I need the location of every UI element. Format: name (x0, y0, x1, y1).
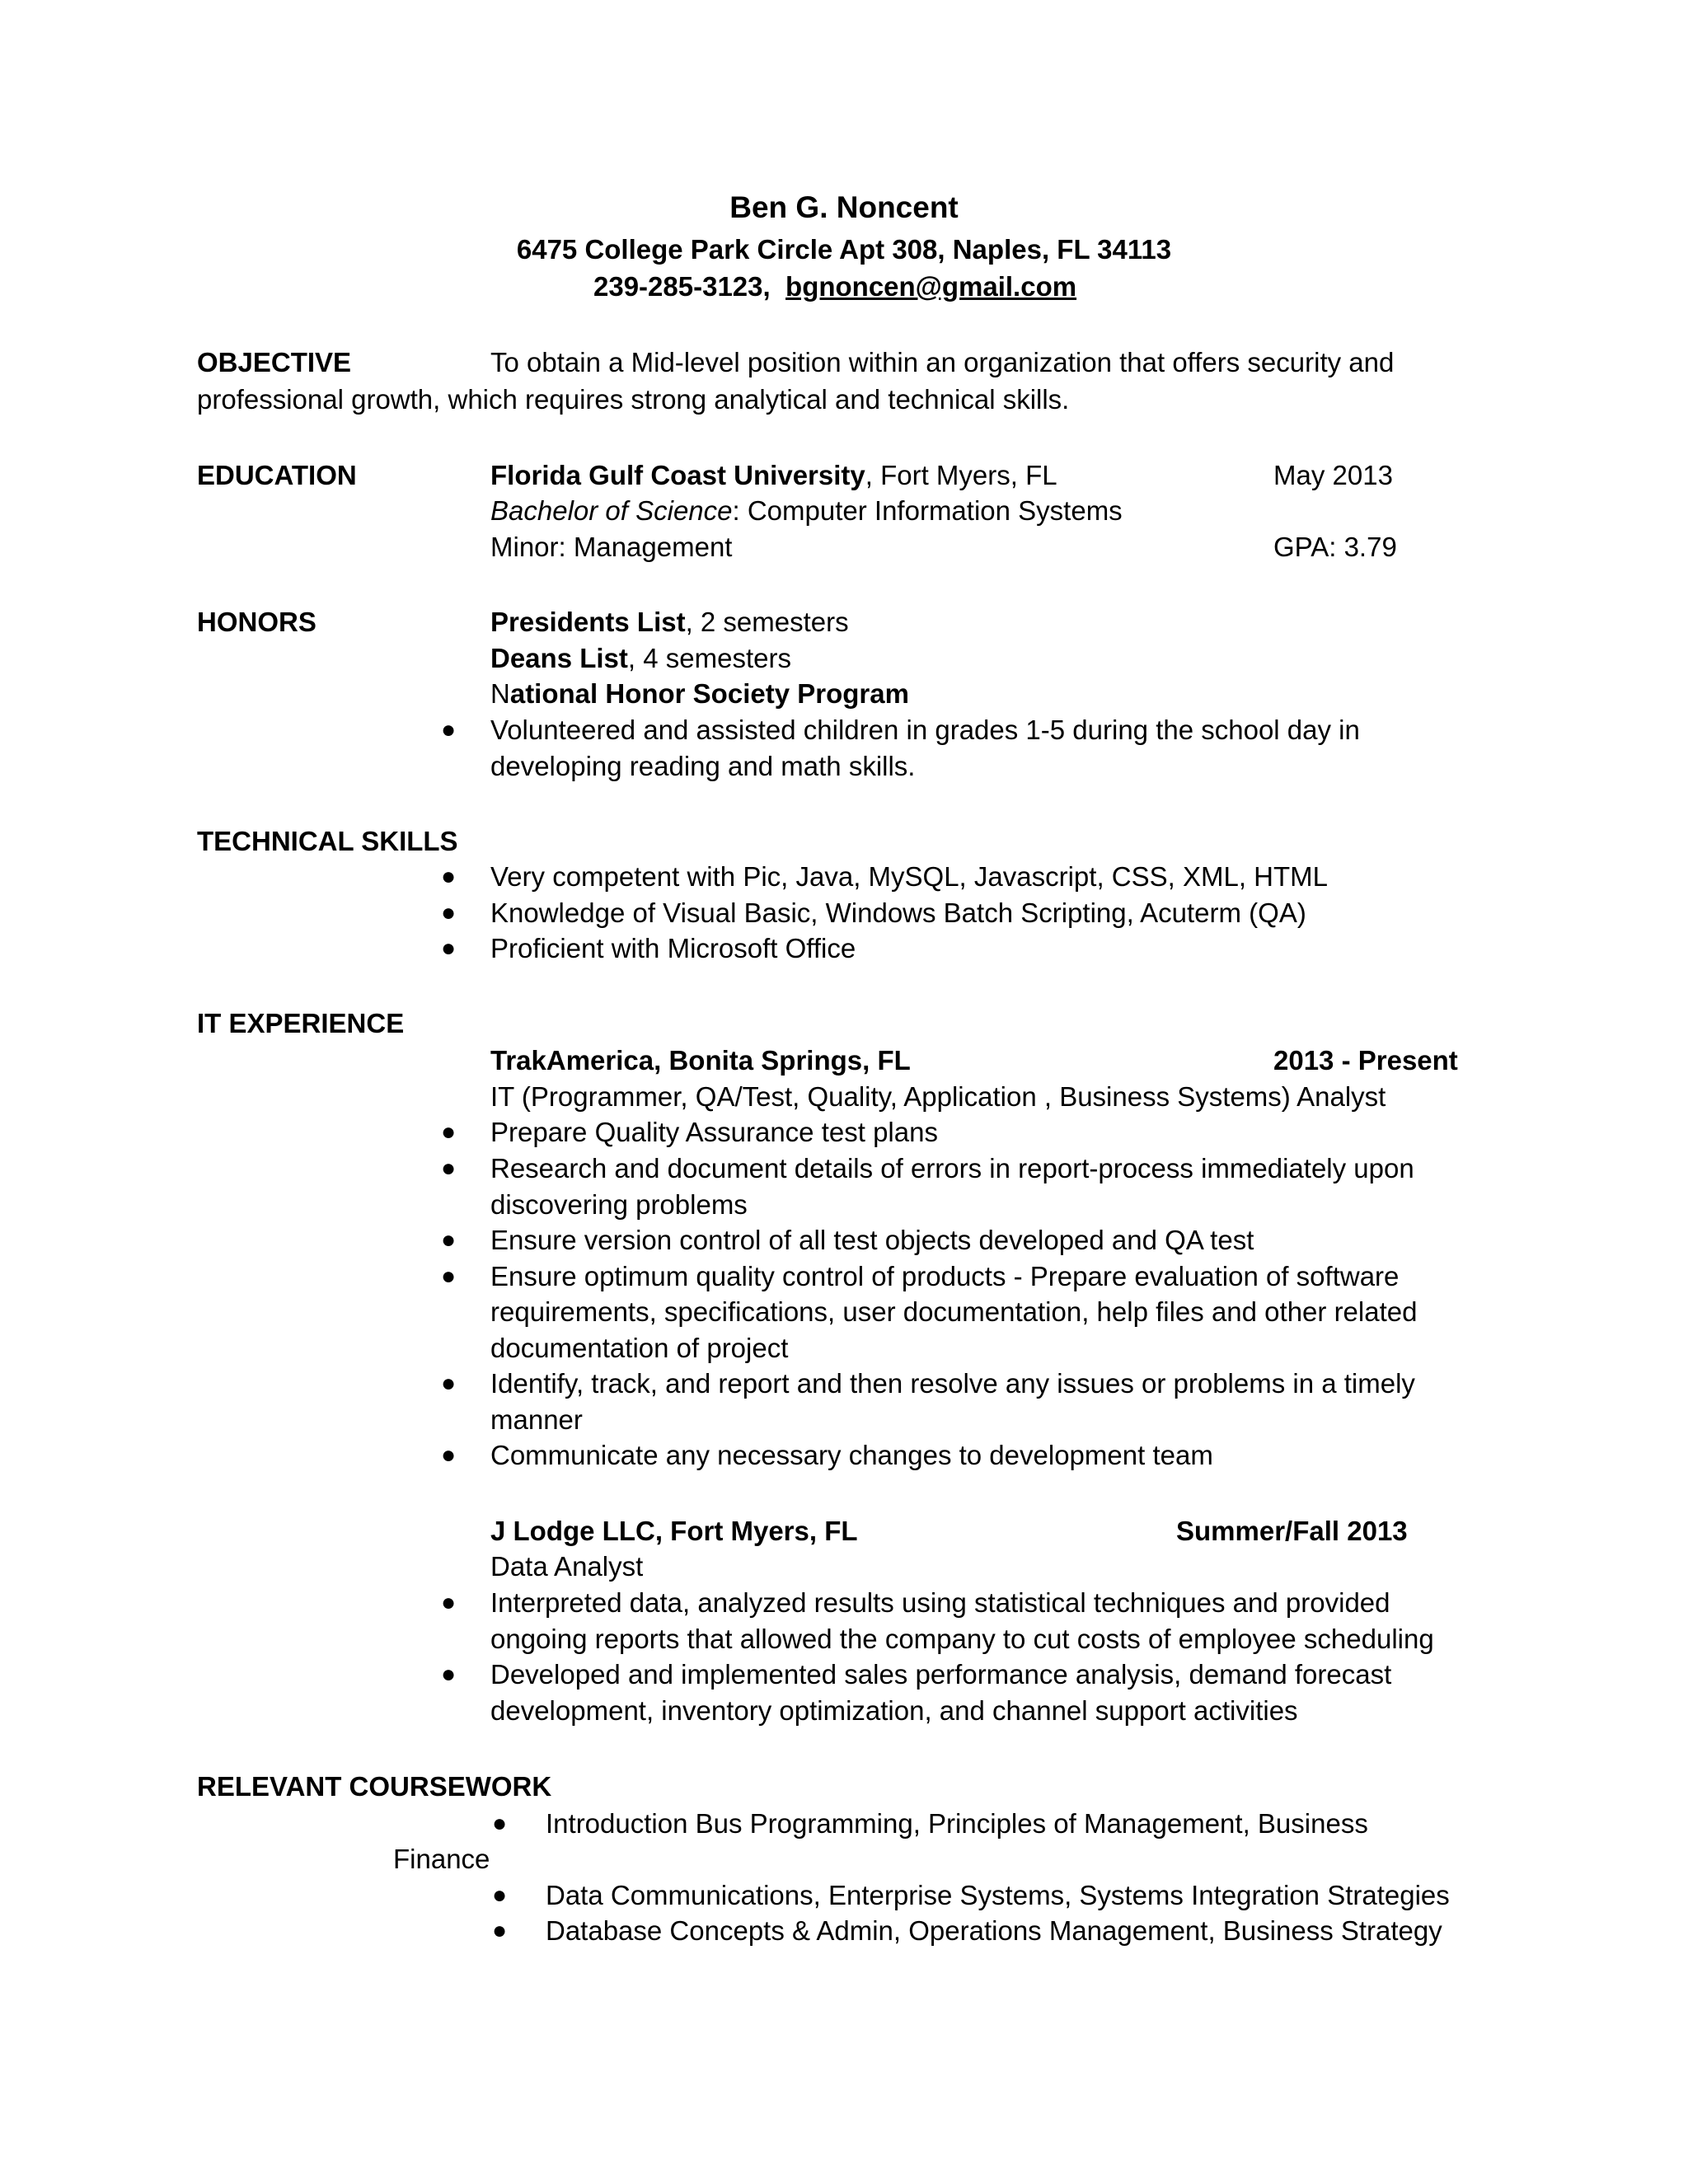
bullet-icon: ● (441, 1661, 457, 1688)
honor-bullet-line-2: developing reading and math skills. (490, 751, 916, 781)
job1-bullet-1: Prepare Quality Assurance test plans (490, 1117, 938, 1147)
job1-bullet-3: Ensure version control of all test objects developed and QA test (490, 1225, 1254, 1255)
email-link[interactable]: bgnoncen@gmail.com (785, 271, 1077, 302)
job2-bullet-2-line-2: development, inventory optimization, and channel support activities (490, 1695, 1298, 1726)
education-heading: EDUCATION (197, 460, 357, 490)
objective-text-2: professional growth, which requires strong analytical and technical skills. (197, 384, 1070, 415)
job2-bullet-2-line-1: Developed and implemented sales performance analysis, demand forecast (490, 1659, 1392, 1690)
education-date: May 2013 (1273, 460, 1393, 490)
honor-presidents-title: Presidents List (490, 607, 686, 637)
degree-line (490, 493, 1123, 529)
honor-deans (490, 640, 791, 677)
objective-heading: OBJECTIVE (197, 347, 352, 377)
course-line-1: Introduction Bus Programming, Principles of Management, Business (546, 1808, 1368, 1839)
bullet-icon: ● (441, 1370, 457, 1397)
job2-bullet-1-line-2: ongoing reports that allowed the company to cut costs of employee scheduling (490, 1624, 1434, 1654)
honor-bullet-line-1: Volunteered and assisted children in grades 1-5 during the school day in (490, 715, 1360, 745)
honor-deans-title: Deans List (490, 643, 628, 673)
bullet-icon: ● (492, 1917, 508, 1944)
school-name: Florida Gulf Coast University (490, 460, 865, 490)
school-location: , Fort Myers, FL (865, 460, 1057, 490)
bullet-icon: ● (441, 1441, 457, 1469)
course-line-1-cont: Finance (393, 1844, 490, 1874)
job1-bullet-4-line-3: documentation of project (490, 1333, 789, 1363)
bullet-icon: ● (441, 863, 457, 890)
job1-title: IT (Programmer, QA/Test, Quality, Application , Business Systems) Analyst (490, 1081, 1386, 1112)
phone: 239-285-3123, (593, 271, 771, 302)
honor-nhs-initial: N (490, 678, 510, 709)
bullet-icon: ● (441, 1263, 457, 1290)
degree-field: : Computer Information Systems (732, 495, 1123, 526)
skill-item: Proficient with Microsoft Office (490, 933, 856, 963)
job2-date: Summer/Fall 2013 (1176, 1516, 1408, 1546)
course-line-2: Data Communications, Enterprise Systems, Systems Integration Strategies (546, 1880, 1450, 1910)
contact-line (593, 269, 1076, 305)
job2-bullet-1-line-1: Interpreted data, analyzed results using statistical techniques and provided (490, 1587, 1390, 1618)
bullet-icon: ● (441, 1118, 457, 1146)
bullet-icon: ● (441, 1226, 457, 1254)
job1-bullet-6: Communicate any necessary changes to development team (490, 1440, 1213, 1470)
skill-item: Very competent with Pic, Java, MySQL, Javascript, CSS, XML, HTML (490, 861, 1328, 892)
objective-text-1: To obtain a Mid-level position within an organization that offers security and (490, 347, 1395, 377)
honor-nhs (490, 676, 909, 712)
job1-bullet-4-line-2: requirements, specifications, user documentation, help files and other related (490, 1296, 1418, 1327)
job1-bullet-5-line-2: manner (490, 1404, 583, 1435)
honor-nhs-title: ational Honor Society Program (509, 678, 909, 709)
education-school-line (490, 457, 1057, 494)
honor-presidents-detail: , 2 semesters (685, 607, 849, 637)
bullet-icon: ● (441, 935, 457, 962)
job1-date: 2013 - Present (1273, 1045, 1458, 1076)
bullet-icon: ● (441, 716, 457, 743)
honor-presidents (490, 604, 849, 640)
resume-name: Ben G. Noncent (729, 190, 959, 224)
bullet-icon: ● (441, 1155, 457, 1182)
bullet-icon: ● (441, 899, 457, 926)
skill-item: Knowledge of Visual Basic, Windows Batch Scripting, Acuterm (QA) (490, 898, 1306, 928)
bullet-icon: ● (441, 1589, 457, 1616)
gpa: GPA: 3.79 (1273, 532, 1397, 562)
job1-bullet-5-line-1: Identify, track, and report and then resolve any issues or problems in a timely (490, 1368, 1415, 1399)
bullet-icon: ● (492, 1810, 508, 1837)
course-line-3: Database Concepts & Admin, Operations Management, Business Strategy (546, 1915, 1442, 1946)
minor: Minor: Management (490, 532, 733, 562)
skills-heading: TECHNICAL SKILLS (197, 826, 458, 856)
job2-title: Data Analyst (490, 1551, 644, 1582)
job1-bullet-2-line-2: discovering problems (490, 1189, 748, 1220)
honor-deans-detail: , 4 semesters (627, 643, 791, 673)
bullet-icon: ● (492, 1882, 508, 1909)
job1-bullet-2-line-1: Research and document details of errors in report-process immediately upon (490, 1153, 1414, 1183)
job1-company: TrakAmerica, Bonita Springs, FL (490, 1045, 911, 1076)
experience-heading: IT EXPERIENCE (197, 1008, 405, 1038)
job2-company: J Lodge LLC, Fort Myers, FL (490, 1516, 858, 1546)
degree-type: Bachelor of Science (490, 495, 733, 526)
coursework-heading: RELEVANT COURSEWORK (197, 1771, 552, 1802)
honors-heading: HONORS (197, 607, 316, 637)
address: 6475 College Park Circle Apt 308, Naples, FL 34113 (516, 234, 1172, 265)
job1-bullet-4-line-1: Ensure optimum quality control of products - Prepare evaluation of software (490, 1261, 1400, 1291)
